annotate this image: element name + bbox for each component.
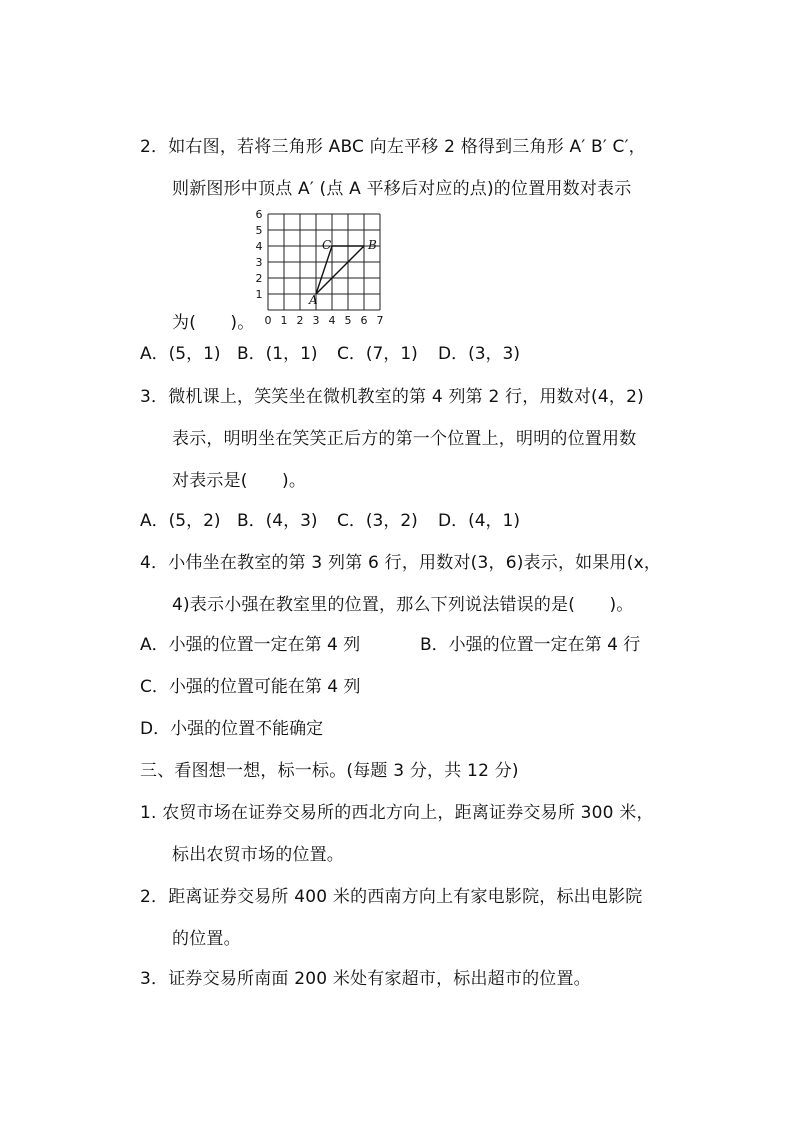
triangle-side-AB (316, 246, 364, 294)
q4-option-c: C．小强的位置可能在第 4 列 (140, 677, 361, 697)
y-tick-label: 1 (255, 288, 263, 301)
section3-q2-line2: 的位置。 (172, 929, 241, 949)
q2-text-line1: 2．如右图，若将三角形 ABC 向左平移 2 格得到三角形 A′ B′ C′， (140, 137, 646, 157)
q4-text-line2: 4)表示小强在教室里的位置，那么下列说法错误的是( )。 (172, 595, 634, 615)
q4-option-d: D．小强的位置不能确定 (140, 719, 324, 739)
x-tick-label: 5 (344, 314, 352, 327)
x-tick-label: 2 (296, 314, 304, 327)
x-tick-label: 3 (312, 314, 320, 327)
q3-option-b: B．(4，3) (237, 511, 318, 531)
q4-option-b: B．小强的位置一定在第 4 行 (420, 635, 641, 655)
x-tick-label: 1 (280, 314, 288, 327)
x-tick-label: 4 (328, 314, 336, 327)
point-label-c: C (322, 238, 332, 252)
q3-option-c: C．(3，2) (337, 511, 418, 531)
triangle-abc (308, 238, 377, 307)
q3-text-line2: 表示，明明坐在笑笑正后方的第一个位置上，明明的位置用数 (172, 429, 637, 449)
q2-option-a: A．(5，1) (140, 344, 221, 364)
q2-option-d: D．(3，3) (438, 344, 520, 364)
grid-lines (268, 214, 380, 310)
section3-q1-line2: 标出农贸市场的位置。 (172, 845, 344, 865)
y-tick-label: 2 (255, 272, 263, 285)
q2-option-b: B．(1，1) (237, 344, 318, 364)
q3-option-a: A．(5，2) (140, 511, 221, 531)
section3-q2-line1: 2．距离证券交易所 400 米的西南方向上有家电影院，标出电影院 (140, 887, 643, 907)
x-tick-label: 6 (360, 314, 368, 327)
y-tick-label: 3 (255, 256, 263, 269)
coordinate-grid-figure (252, 208, 382, 326)
y-tick-label: 4 (255, 240, 263, 253)
section3-q3-line1: 3．证券交易所南面 200 米处有家超市，标出超市的位置。 (140, 969, 591, 989)
x-tick-label: 7 (376, 314, 384, 327)
q2-option-c: C．(7，1) (337, 344, 418, 364)
section3-q1-line1: 1. 农贸市场在证券交易所的西北方向上，距离证券交易所 300 米， (140, 803, 654, 823)
section3-heading: 三、看图想一想，标一标。(每题 3 分，共 12 分) (140, 761, 519, 781)
q2-text-line3: 为( )。 (172, 313, 255, 333)
q3-text-line1: 3．微机课上，笑笑坐在微机教室的第 4 列第 2 行，用数对(4，2) (140, 387, 644, 407)
point-label-a: A (309, 293, 318, 307)
y-tick-label: 5 (255, 224, 263, 237)
y-tick-label: 6 (255, 208, 263, 221)
q4-option-a: A．小强的位置一定在第 4 列 (140, 635, 361, 655)
q3-option-d: D．(4，1) (438, 511, 520, 531)
x-tick-label: 0 (264, 314, 272, 327)
q4-text-line1: 4．小伟坐在教室的第 3 列第 6 行，用数对(3，6)表示，如果用(x， (140, 553, 662, 573)
point-label-b: B (368, 238, 377, 252)
q2-text-line2: 则新图形中顶点 A′ (点 A 平移后对应的点)的位置用数对表示 (172, 179, 632, 199)
q3-text-line3: 对表示是( )。 (172, 471, 307, 491)
